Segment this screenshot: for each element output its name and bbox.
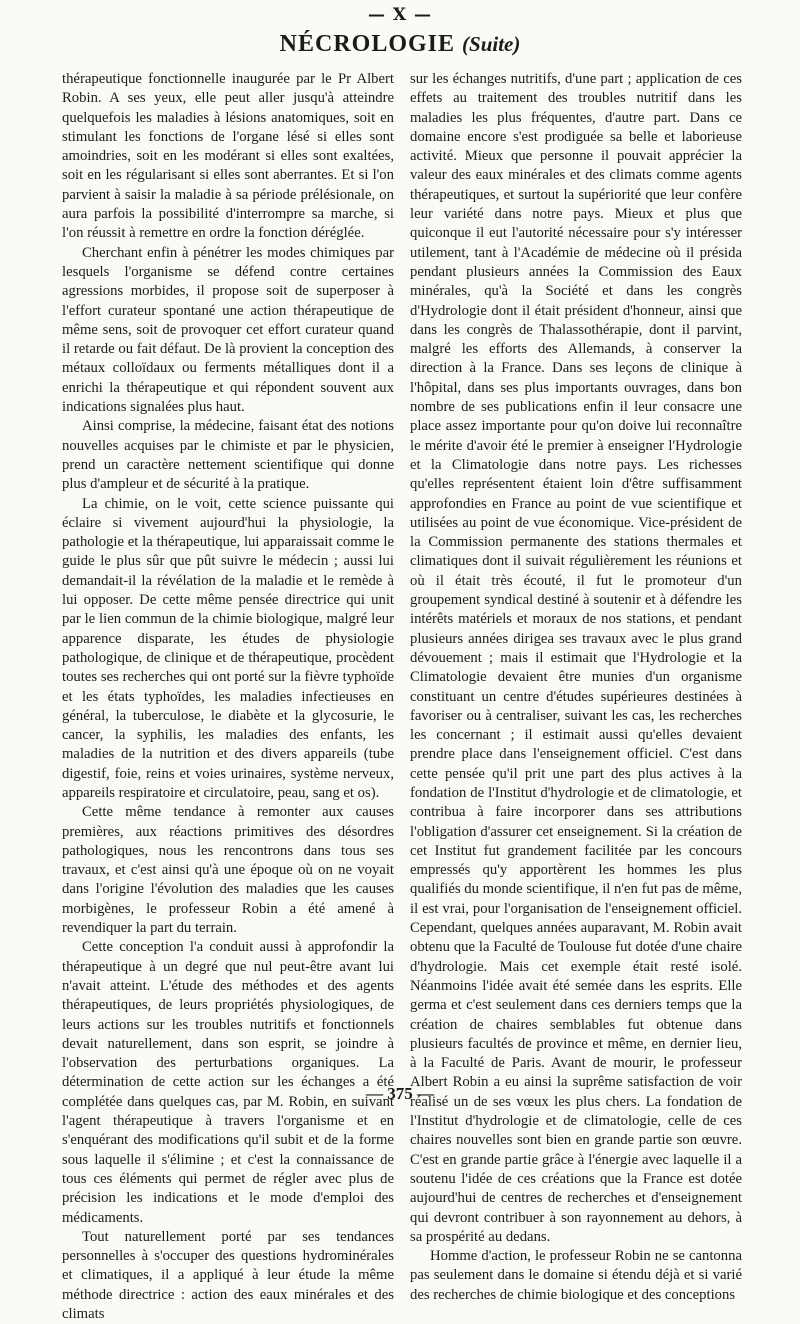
- paragraph: Homme d'action, le professeur Robin ne se cantonna pas seulement dans le domaine si étendu déjà et si varié des recherches de chimie biologique et des conceptions: [410, 1248, 742, 1303]
- left-column: [62, 70, 394, 1322]
- paragraph: Ainsi comprise, la médecine, faisant état des notions nouvelles acquises par le chimiste et par le physicien, prend un caractère nettement scientifique qui donne plus d'ampleur et de sécurité à la pratique.: [62, 418, 394, 493]
- paragraph: La chimie, on le voit, cette science puissante qui éclaire si vivement aujourd'hui la physiologie, la pathologie et la thérapeutique, lui apparaissait comme le guide le plus sûr que pût suivre le médecin ; aussi lui demandait-il la révélation de la maladie et le remède à lui opposer. De cette même pensée directrice qui unit par le lien commun de la chimie biologique, malgré leur apparence disparate, les études de physiologie pathologique, de clinique et de thérapeutique, procèdent toutes ses recherches qui ont porté sur la fièvre typhoïde et les états typhoïdes, les maladies infectieuses en général, la tuberculose, le diabète et la glycosurie, le cancer, la syphilis, les maladies des enfants, les maladies de la nutrition et des divers appareils (tube digestif, foie, reins et voies urinaires, système nerveux, appareils respiratoire et circulatoire, peau, sang et os).: [62, 495, 394, 801]
- paragraph: thérapeutique fonctionnelle inaugurée par le Pr Albert Robin. A ses yeux, elle peut aller jusqu'à atteindre quelquefois les maladies à lésions anatomiques, soit en stimulant les fonctions de l'organe lésé si elles sont amoindries, soit en les modérant si elles sont exaltées, soit en les régularisant si elles sont aberrantes. Et si l'on parvient à saisir la maladie à sa période prélésionale, on aura parfois la possibilité d'interrompre sa marche, si l'on réussit à remettre en ordre la fonction déréglée.: [62, 71, 394, 242]
- paragraph: sur les échanges nutritifs, d'une part ; application de ces effets au traitement des troubles nutritif dans les maladies les plus fréquentes, d'autre part. Dans ce domaine encore s'est prodiguée sa belle et laborieuse activité. Mieux que personne il pouvait apprécier la valeur des eaux minérales et des climats comme agents thérapeutiques, et surtout la supériorité que leur confère leur variété dans notre pays. Mieux et plus que quiconque il eut l'autorité nécessaire pour s'y intéresser utilement, tant à l'Académie de médecine où il présida pendant plusieurs années la Commission des Eaux minérales, qu'à la Société et dans les congrès d'Hydrologie dont il était président d'honneur, ainsi que dans les congrès de Thalassothérapie, dont il parvint, malgré les efforts des Allemands, à conserver la direction à la France. Dans ses leçons de clinique à l'hôpital, dans ses plus importants ouvrages, dans bon nombre de ses publications enfin il leur consacre une place assez importante pour qu'on doive lui reconnaître le mérite d'avoir été le premier à enseigner l'Hydrologie et la Climatologie dans notre pays. Les richesses qu'elles représentent étaient loin d'être suffisamment approfondies en France au point de vue scientifique et utilisées au point de vue économique. Vice-président de la Commission permanente des stations thermales et climatiques dont il suivait régulièrement les réunions et où il était très écouté, il fut le promoteur d'un groupement syndical destiné à soutenir et à défendre les intérêts matériels et moraux de nos stations, et pendant plusieurs années dirigea ses travaux avec le plus grand dévouement ; mais il estimait que l'Hydrologie et la Climatologie devaient être munies d'un organisme constituant un centre d'études supérieures destinées à favoriser ou à centraliser, suivant les cas, les recherches les concernant ; il estimait aussi qu'elles devaient prendre place dans l'enseignement officiel. C'est dans cette pensée qu'il prit une part des plus actives à la fondation de l'Institut d'hydrologie et de climatologie, et contribua à faire incorporer dans ses attributions l'obligation d'assurer cet enseignement. Si la création de cet Institut fut grandement facilitée par les concours empressés qu'y apportèrent les hommes les plus qualifiés du monde scientifique, il n'en fut pas de même, il est vrai, pour l'organisation de l'enseignement officiel. Cependant, quelques années auparavant, M. Robin avait obtenu que la Faculté de Toulouse fut dotée d'une chaire d'hydrologie. Mais cet exemple était resté isolé. Néanmoins l'idée avait été semée dans les esprits. Elle germa et c'est seulement dans ces derniers temps que la création de chaires semblables fut obtenue dans plusieurs facultés de province et même, en dernier lieu, à la Faculté de Paris. Avant de mourir, le professeur Albert Robin a eu ainsi la suprême satisfaction de voir réalisé un de ses vœux les plus chers. La fondation de l'Institut d'hydrologie et de climatologie, celle de ces chaires nouvelles sont bien en grande partie son œuvre. C'est en grande partie grâce à l'énergie avec laquelle il a soutenu l'idée de ces créations que la France est dotée aujourd'hui de centres de recherches et d'enseignement qui devront contribuer à son rayonnement au dehors, à sa prospérité au dedans.: [410, 71, 742, 1245]
- page-title: [0, 31, 800, 58]
- title-suffix: (Suite): [462, 32, 521, 56]
- paragraph: Tout naturellement porté par ses tendances personnelles à s'occuper des questions hydrominérales et climatiques, il a appliqué à leur étude la même méthode directrice : action des eaux minérales et des climats: [62, 1228, 394, 1322]
- paragraph: Cette même tendance à remonter aux causes premières, aux réactions primitives des désordres pathologiques, nous les rencontrons dans tous ses travaux, et c'est ainsi qu'à une époque où on ne voyait dans l'origine l'évolution des maladies que les causes morbigènes, le professeur Robin a été amené à revendiquer la part du terrain.: [62, 804, 394, 937]
- section-folio: — X —: [367, 5, 433, 25]
- paragraph: Cette conception l'a conduit aussi à approfondir la thérapeutique à un degré que nul peut-être avant lui n'avait atteint. L'étude des méthodes et des agents thérapeutiques, de leurs propriétés physiologiques, de leurs actions sur les troubles nutritifs et fonctionnels devait naturellement, dans son esprit, se joindre à l'observation des perturbations organiques. La détermination de cette action sur les échanges a été complétée dans quelques cas, par M. Robin, en suivant l'agent thérapeutique à travers l'organisme et en s'enquérant des modifications qu'il subit et de la forme sous laquelle il s'élimine ; et c'est la connaissance de tous ces éléments qui permet de régler avec plus de précision les indications et le mode d'emploi des médicaments.: [62, 939, 394, 1226]
- right-column: [410, 70, 742, 1303]
- title-text: NÉCROLOGIE: [279, 31, 456, 57]
- page-number: — 375 —: [366, 1084, 434, 1103]
- paragraph: Cherchant enfin à pénétrer les modes chimiques par lesquels l'organisme se défend contre certaines agressions morbides, il propose soit de superposer à l'effort curateur spontané une action thérapeutique de même sens, soit de provoquer cet effort curateur quand il retarde ou fait défaut. De là provient la conception des métaux colloïdaux ou ferments métalliques dont il a enrichi la thérapeutique et qui répondent souvent aux indications signalées plus haut.: [62, 244, 394, 416]
